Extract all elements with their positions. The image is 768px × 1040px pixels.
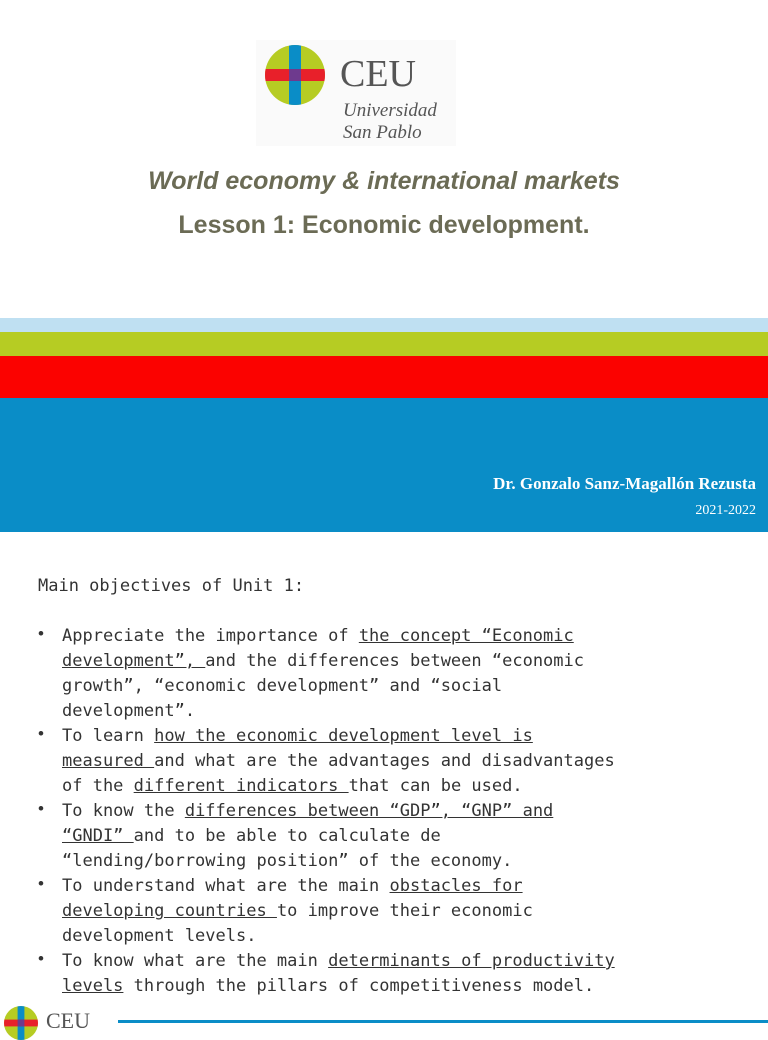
lesson-title: Lesson 1: Economic development. (178, 211, 590, 239)
objective-item (38, 624, 748, 724)
key-concept-text: developing countries (62, 901, 277, 921)
objective-item (38, 724, 748, 799)
objective-line (62, 699, 748, 724)
ceu-emblem-footer-icon (4, 1006, 38, 1040)
objective-item (38, 949, 748, 999)
objective-item (38, 874, 748, 949)
author-name: Dr. Gonzalo Sanz-Magallón Rezusta (493, 474, 756, 493)
logo-university-line: Universidad (343, 100, 437, 121)
objective-line (62, 649, 748, 674)
objective-text: through the pillars of competitiveness model. (123, 976, 595, 996)
objective-text: to improve their economic (276, 901, 533, 921)
objective-text: To know the (62, 801, 185, 821)
objective-text: To learn (62, 726, 155, 746)
key-concept-text: measured (62, 751, 155, 771)
objective-line (62, 849, 748, 874)
bullet-icon: • (38, 624, 44, 643)
objective-line (62, 899, 748, 924)
objectives-slide (0, 532, 768, 1033)
objective-text: and to be able to calculate de (133, 826, 441, 846)
key-concept-text: development”, (62, 651, 206, 671)
bullet-icon: • (38, 799, 44, 818)
objective-text: and what are the advantages and disadvantages (154, 751, 615, 771)
objective-line (62, 924, 748, 949)
objective-text: To know what are the main (62, 951, 329, 971)
light-blue-stripe (0, 318, 768, 332)
logo-campus-line: San Pablo (343, 122, 422, 143)
blue-band (0, 398, 768, 532)
objective-line (62, 624, 748, 649)
objective-line (62, 824, 748, 849)
key-concept-text: different indicators (133, 776, 349, 796)
objective-text: of the (62, 776, 134, 796)
objective-text: development levels. (62, 926, 257, 946)
key-concept-text: differences between “GDP”, “GNP” and (184, 801, 554, 821)
bullet-icon: • (38, 874, 44, 893)
objective-line (62, 674, 748, 699)
objective-line (62, 774, 748, 799)
objective-line (62, 874, 748, 899)
objectives-heading: Main objectives of Unit 1: (38, 576, 305, 596)
key-concept-text: levels (62, 976, 124, 996)
key-concept-text: the concept “Economic (358, 626, 574, 646)
objective-text: development”. (62, 701, 196, 721)
academic-year: 2021-2022 (695, 503, 756, 518)
footer-wordmark: CEU (46, 1008, 90, 1033)
objective-text: “lending/borrowing position” of the economy. (62, 851, 513, 871)
objective-line (62, 974, 748, 999)
key-concept-text: obstacles for (389, 876, 523, 896)
key-concept-text: how the economic development level is (154, 726, 533, 746)
objective-item (38, 799, 748, 874)
green-stripe (0, 332, 768, 356)
key-concept-text: “GNDI” (62, 826, 134, 846)
course-title: World economy & international markets (148, 167, 620, 195)
objective-text: growth”, “economic development” and “social (62, 676, 503, 696)
objective-text: and the differences between “economic (205, 651, 584, 671)
objective-text: Appreciate the importance of (62, 626, 359, 646)
objective-line (62, 799, 748, 824)
logo-wordmark: CEU (340, 53, 416, 95)
bullet-icon: • (38, 724, 44, 743)
objective-text: To understand what are the main (62, 876, 390, 896)
objective-line (62, 749, 748, 774)
objective-line (62, 949, 748, 974)
key-concept-text: determinants of productivity (328, 951, 615, 971)
objective-line (62, 724, 748, 749)
bullet-icon: • (38, 949, 44, 968)
objectives-list (38, 624, 748, 999)
objective-text: that can be used. (348, 776, 523, 796)
ceu-emblem-icon (265, 45, 325, 105)
footer-divider (118, 1020, 768, 1023)
red-stripe (0, 356, 768, 398)
